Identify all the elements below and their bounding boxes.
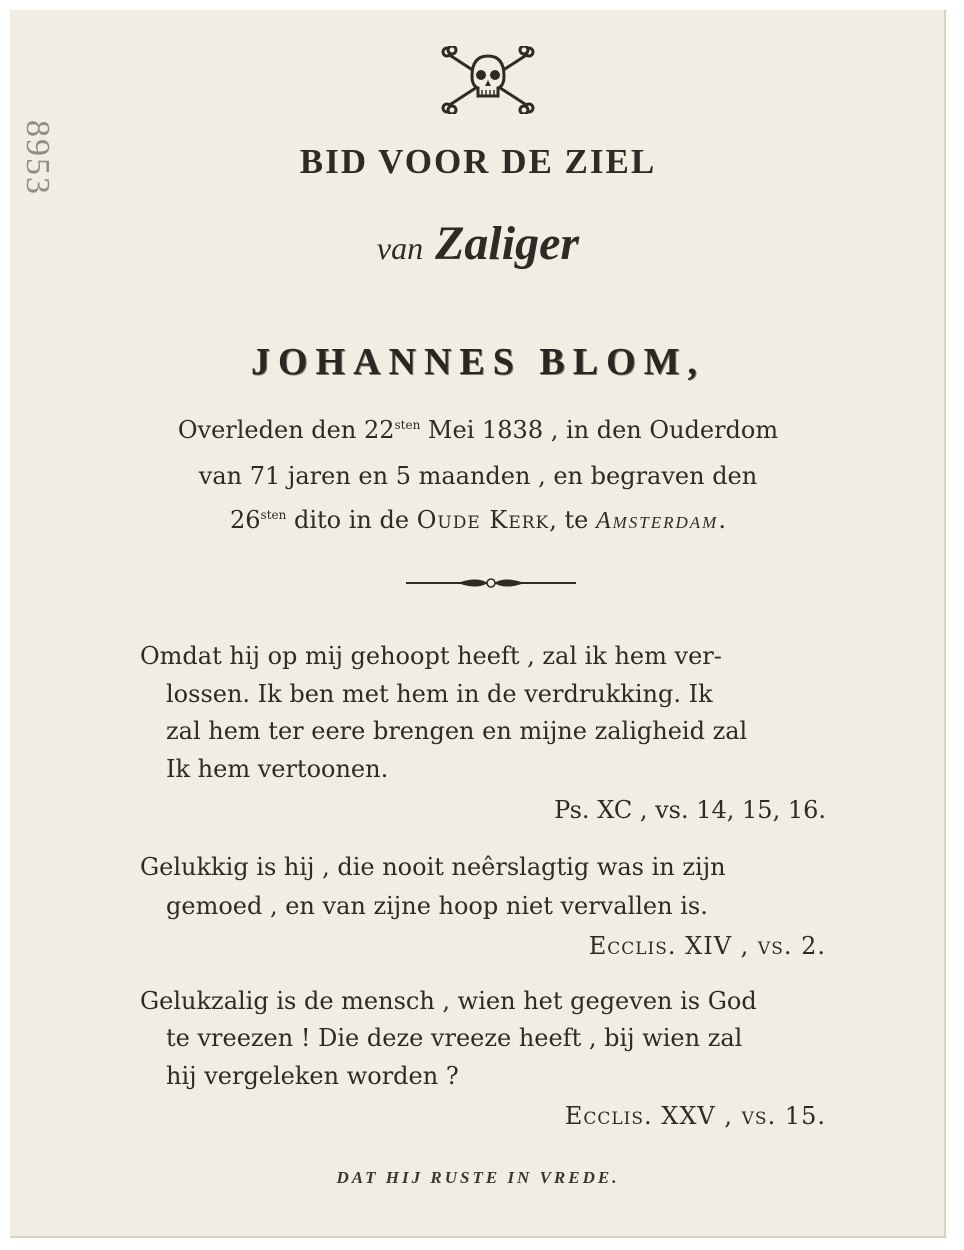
death-info-line-1 <box>10 416 946 444</box>
heading-van: van <box>376 230 424 266</box>
burial-text: , te <box>549 506 596 534</box>
verse-2-line-2: gemoed , en van zijne hoop niet vervallen is. <box>166 892 708 920</box>
verse-2-line-1: Gelukkig is hij , die nooit neêrslagtig was in zijn <box>140 853 726 881</box>
burial-text: . <box>718 506 726 534</box>
verse-1-line-2: lossen. Ik ben met hem in de verdrukking. Ik <box>166 680 713 708</box>
verse-1-line-4: Ik hem vertoonen. <box>166 755 389 783</box>
burial-text: 26 <box>230 506 261 534</box>
memorial-card <box>10 10 946 1238</box>
skull-crossbones-icon <box>438 46 538 114</box>
death-text: Overleden den 22 <box>177 416 395 444</box>
death-text: Mei 1838 , in den Ouderdom <box>420 416 779 444</box>
burial-text: dito in de <box>286 506 417 534</box>
verse-1-line-3: zal hem ter eere brengen en mijne zaligheid zal <box>166 717 748 745</box>
verse-1-reference: Ps. XC , vs. 14, 15, 16. <box>554 796 826 824</box>
archive-number: 8953 <box>19 120 56 196</box>
heading-bid-voor-de-ziel: BID VOOR DE ZIEL <box>299 142 657 181</box>
closing-line: DAT HIJ RUSTE IN VREDE. <box>336 1168 620 1187</box>
deceased-name: JOHANNES BLOM, <box>250 341 706 383</box>
superscript: sten <box>260 508 287 522</box>
verse-1-line-1: Omdat hij op mij gehoopt heeft , zal ik hem ver- <box>140 642 722 670</box>
heading-van-zaliger <box>10 216 946 271</box>
city-name: Amsterdam <box>595 508 719 534</box>
heading-zaliger: Zaliger <box>435 217 580 270</box>
verse-3-reference: Ecclis. XXV , vs. 15. <box>564 1102 826 1130</box>
death-info-line-2: van 71 jaren en 5 maanden , en begraven den <box>198 462 758 490</box>
church-name: Oude Kerk <box>416 506 550 534</box>
verse-2-reference: Ecclis. XIV , vs. 2. <box>588 932 826 960</box>
ornamental-divider <box>406 576 576 590</box>
verse-3-line-1: Gelukzalig is de mensch , wien het gegeven is God <box>140 987 757 1015</box>
death-info-line-3 <box>10 506 946 535</box>
verse-3-line-3: hij vergeleken worden ? <box>166 1062 459 1090</box>
superscript: sten <box>394 418 421 432</box>
verse-3-line-2: te vreezen ! Die deze vreeze heeft , bij wien zal <box>166 1024 743 1052</box>
